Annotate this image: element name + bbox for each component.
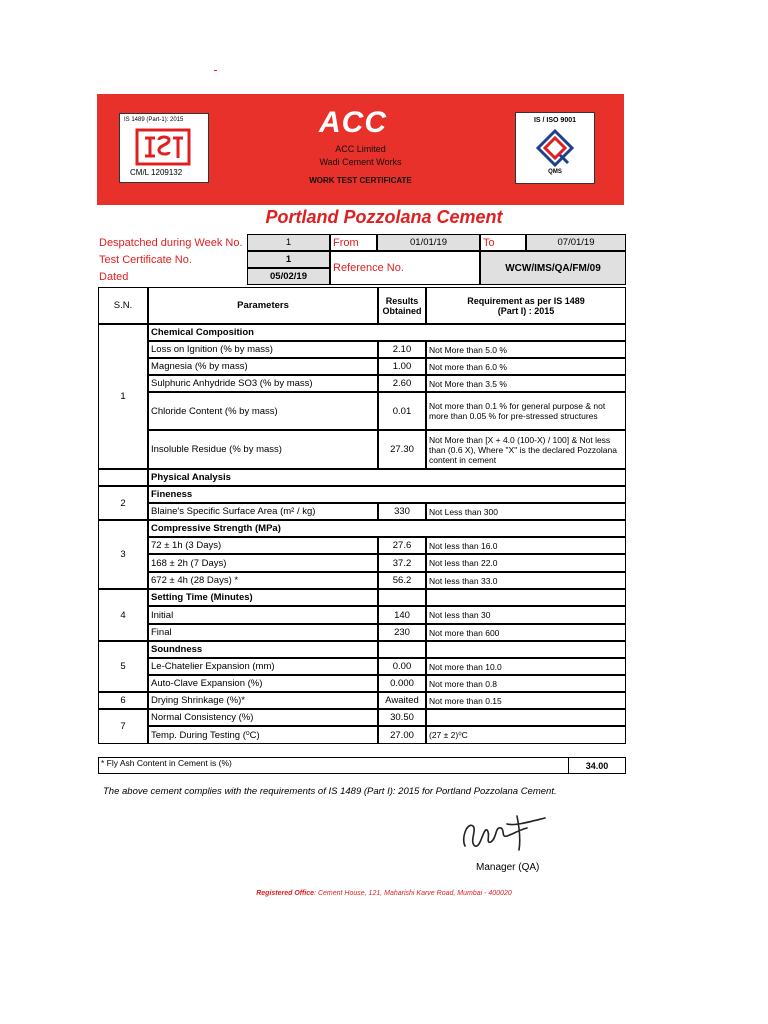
col-sn: S.N. <box>98 287 148 324</box>
section-fineness: Fineness <box>148 486 626 503</box>
ref-label: Reference No. <box>330 251 480 285</box>
fly-ash-label: * Fly Ash Content in Cement is (%) <box>98 757 568 774</box>
qms-logo-icon <box>536 129 574 167</box>
requirement-cell: Not more than 0.1 % for general purpose & not more than 0.05 % for pre-stressed structures <box>426 392 626 430</box>
isi-license: CM/L 1209132 <box>130 168 183 177</box>
registered-office <box>0 890 768 897</box>
requirement-cell: Not more than 0.8 <box>426 675 626 692</box>
param-cell: 672 ± 4h (28 Days) * <box>148 572 378 589</box>
manager-signature <box>457 808 552 858</box>
requirement-cell: (27 ± 2)⁰C <box>426 726 626 744</box>
col-results: Results Obtained <box>378 287 426 324</box>
sn-7: 7 <box>98 709 148 744</box>
result-cell: 2.10 <box>378 341 426 358</box>
works-name: Wadi Cement Works <box>319 157 402 167</box>
param-cell: Auto-Clave Expansion (%) <box>148 675 378 692</box>
section-physical: Physical Analysis <box>148 469 626 486</box>
company-name: ACC Limited <box>335 144 386 154</box>
cert-label: Test Certificate No. <box>99 253 192 266</box>
result-cell: 37.2 <box>378 554 426 572</box>
param-cell: Insoluble Residue (% by mass) <box>148 430 378 469</box>
sn-3: 3 <box>98 520 148 589</box>
param-cell: Normal Consistency (%) <box>148 709 378 726</box>
param-cell: Sulphuric Anhydride SO3 (% by mass) <box>148 375 378 392</box>
iso-sub: QMS <box>548 169 562 175</box>
to-label: To <box>480 234 526 251</box>
setting-blank-result <box>378 589 426 606</box>
to-date: 07/01/19 <box>526 234 626 251</box>
param-cell: 168 ± 2h (7 Days) <box>148 554 378 572</box>
dated-value: 05/02/19 <box>247 268 330 285</box>
param-cell: Final <box>148 624 378 641</box>
section-setting: Setting Time (Minutes) <box>148 589 378 606</box>
from-date: 01/01/19 <box>377 234 480 251</box>
param-cell: Magnesia (% by mass) <box>148 358 378 375</box>
soundness-blank-req <box>426 641 626 658</box>
result-cell: 27.00 <box>378 726 426 744</box>
result-cell: 56.2 <box>378 572 426 589</box>
result-cell: 30.50 <box>378 709 426 726</box>
requirement-cell: Not More than [X + 4.0 (100-X) / 100] & Not less than (0.6 X), Where "X" is the declared Pozzolana content in cement <box>426 430 626 469</box>
page-title: Portland Pozzolana Cement <box>265 207 503 227</box>
sn-5: 5 <box>98 641 148 692</box>
result-cell: 27.6 <box>378 537 426 554</box>
isi-standard: IS 1489 (Part-1): 2015 <box>124 117 184 123</box>
ref-no: WCW/IMS/QA/FM/09 <box>480 251 626 285</box>
registered-office-address: : Cement House, 121, Maharishi Karve Road, Mumbai - 400020 <box>314 890 512 897</box>
soundness-blank-result <box>378 641 426 658</box>
despatched-label: Despatched during Week No. <box>99 236 243 249</box>
section-compressive: Compressive Strength (MPa) <box>148 520 626 537</box>
requirement-cell: Not Less than 300 <box>426 503 626 520</box>
param-cell: Temp. During Testing (⁰C) <box>148 726 378 744</box>
section-chemical: Chemical Composition <box>148 324 626 341</box>
col-requirement: Requirement as per IS 1489 (Part I) : 2015 <box>426 287 626 324</box>
requirement-cell: Not less than 22.0 <box>426 554 626 572</box>
result-cell: Awaited <box>378 692 426 709</box>
signatory-title: Manager (QA) <box>476 862 540 873</box>
sn-2: 2 <box>98 486 148 520</box>
requirement-cell: Not more than 0.15 <box>426 692 626 709</box>
param-cell: Initial <box>148 606 378 624</box>
param-cell: Drying Shrinkage (%)* <box>148 692 378 709</box>
requirement-cell: Not more than 6.0 % <box>426 358 626 375</box>
section-soundness: Soundness <box>148 641 378 658</box>
result-cell: 0.000 <box>378 675 426 692</box>
sn-4: 4 <box>98 589 148 641</box>
sn-1: 1 <box>98 324 148 469</box>
header-banner <box>97 94 624 205</box>
result-cell: 330 <box>378 503 426 520</box>
requirement-cell <box>426 709 626 726</box>
registered-office-label: Registered Office <box>256 890 315 897</box>
param-cell: Blaine's Specific Surface Area (m² / kg) <box>148 503 378 520</box>
from-label: From <box>330 234 377 251</box>
doc-type: WORK TEST CERTIFICATE <box>309 176 412 185</box>
sn-6: 6 <box>98 692 148 709</box>
week-no: 1 <box>247 234 330 251</box>
dated-label: Dated <box>99 270 129 283</box>
result-cell: 0.00 <box>378 658 426 675</box>
result-cell: 140 <box>378 606 426 624</box>
result-cell: 2.60 <box>378 375 426 392</box>
requirement-cell: Not More than 5.0 % <box>426 341 626 358</box>
result-cell: 1.00 <box>378 358 426 375</box>
requirement-cell: Not less than 30 <box>426 606 626 624</box>
compliance-statement: The above cement complies with the requirements of IS 1489 (Part I): 2015 for Portland Pozzolana Cement. <box>103 786 557 797</box>
setting-blank-req <box>426 589 626 606</box>
param-cell: Chloride Content (% by mass) <box>148 392 378 430</box>
stray-mark <box>214 70 217 71</box>
param-cell: 72 ± 1h (3 Days) <box>148 537 378 554</box>
acc-logo: ACC <box>319 106 387 139</box>
requirement-cell: Not More than 3.5 % <box>426 375 626 392</box>
requirement-cell: Not more than 10.0 <box>426 658 626 675</box>
result-cell: 230 <box>378 624 426 641</box>
requirement-cell: Not more than 600 <box>426 624 626 641</box>
sn-blank-physical <box>98 469 148 486</box>
param-cell: Le-Chatelier Expansion (mm) <box>148 658 378 675</box>
requirement-cell: Not less than 33.0 <box>426 572 626 589</box>
requirement-cell: Not less than 16.0 <box>426 537 626 554</box>
iso-mark <box>515 112 595 184</box>
result-cell: 0.01 <box>378 392 426 430</box>
param-cell: Loss on Ignition (% by mass) <box>148 341 378 358</box>
iso-label: IS / ISO 9001 <box>533 117 577 124</box>
cert-no: 1 <box>247 251 330 268</box>
result-cell: 27.30 <box>378 430 426 469</box>
fly-ash-value: 34.00 <box>568 757 626 774</box>
col-params: Parameters <box>148 287 378 324</box>
